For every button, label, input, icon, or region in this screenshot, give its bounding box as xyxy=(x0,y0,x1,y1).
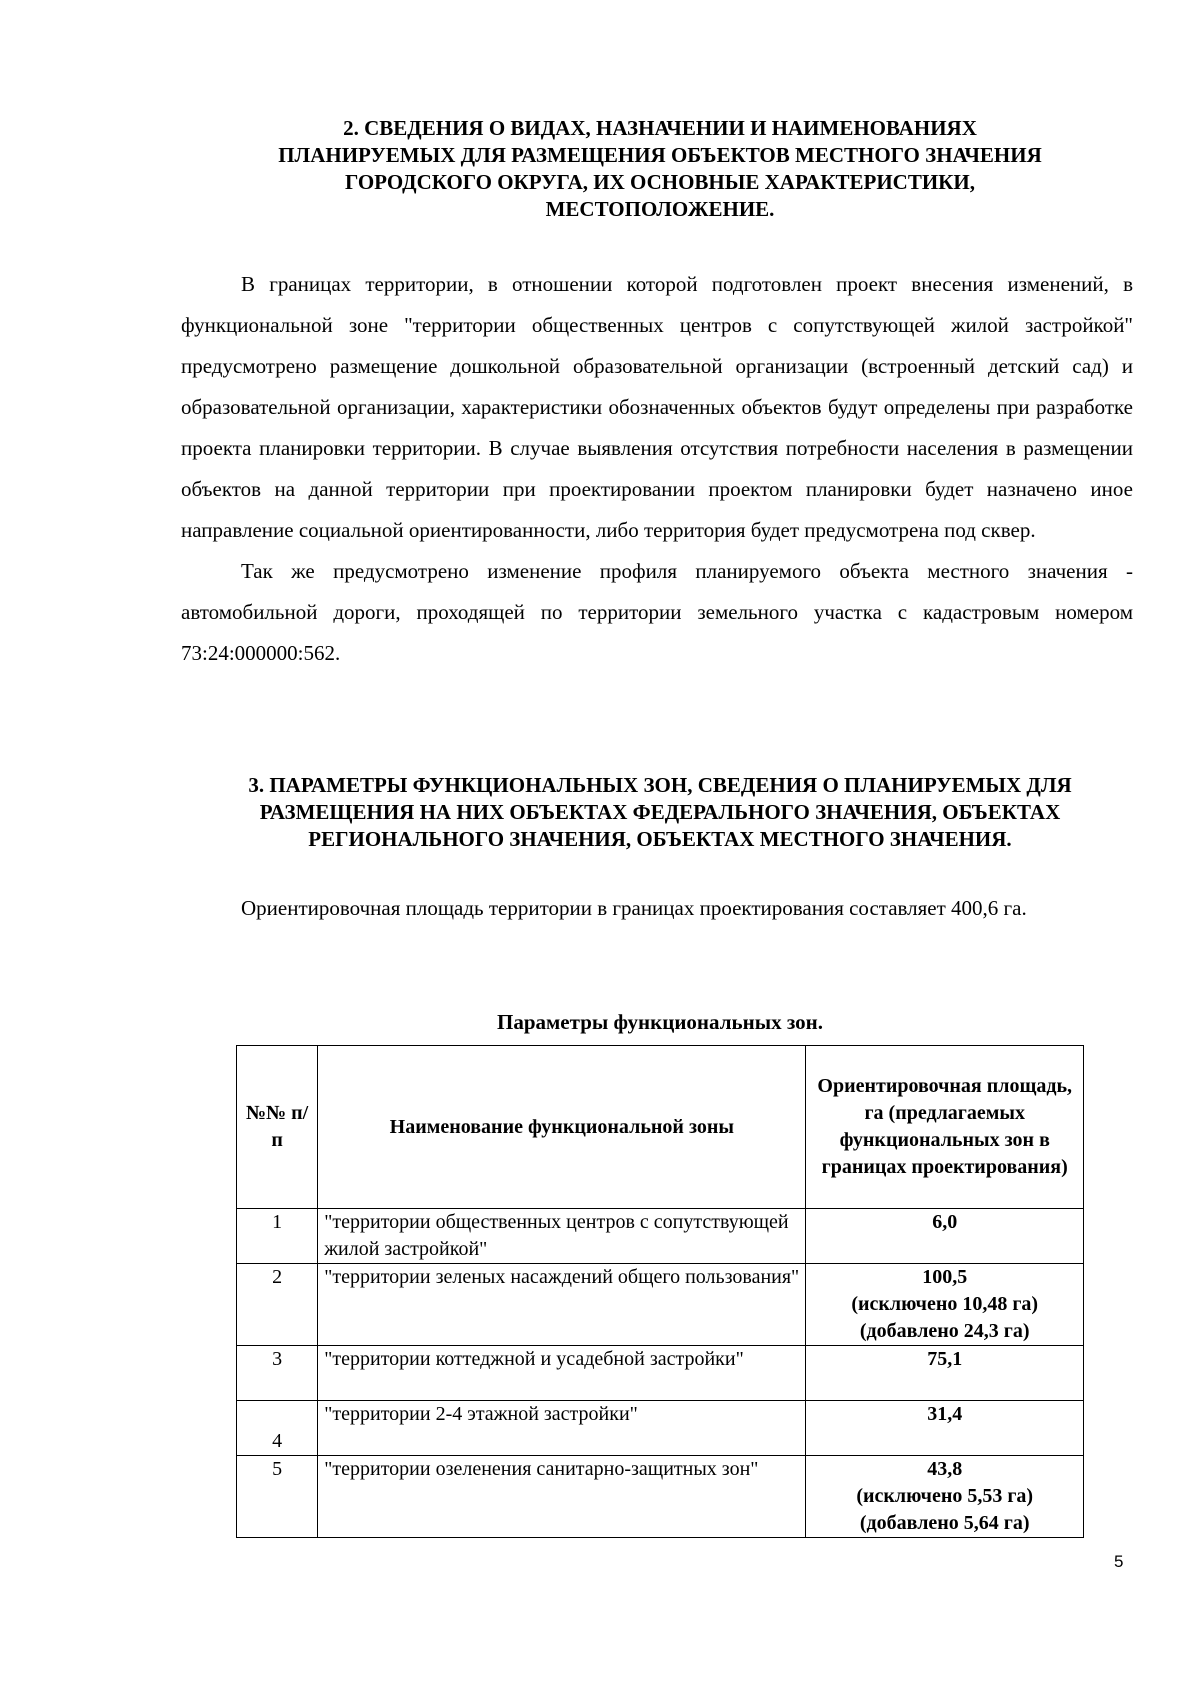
row-area xyxy=(806,1209,1084,1264)
row-area-added: (добавлено 5,64 га) xyxy=(859,1512,1030,1534)
table-caption: Параметры функциональных зон. xyxy=(496,1010,824,1034)
section-2-body xyxy=(181,264,1133,674)
header-area: Ориентировочная площадь, га (предлагаемых функциональных зон в границах проектирования) xyxy=(806,1046,1084,1209)
section-3-paragraph-1: Ориентировочная площадь территории в границах проектирования составляет 400,6 га. xyxy=(241,896,1027,920)
section-3-title xyxy=(180,772,1140,853)
row-area xyxy=(806,1264,1084,1346)
table-header-row xyxy=(237,1046,1084,1209)
page-number: 5 xyxy=(1114,1552,1124,1571)
table-row xyxy=(237,1209,1084,1264)
section-3-title-line: 3. ПАРАМЕТРЫ ФУНКЦИОНАЛЬНЫХ ЗОН, СВЕДЕНИЯ О ПЛАНИРУЕМЫХ ДЛЯ xyxy=(248,773,1072,797)
row-zone-name: "территории общественных центров с сопутствующей жилой застройкой" xyxy=(318,1209,806,1264)
row-number: 4 xyxy=(237,1401,318,1456)
section-3-body xyxy=(181,888,1133,929)
header-number: №№ п/п xyxy=(237,1046,318,1209)
row-area xyxy=(806,1401,1084,1456)
row-number: 3 xyxy=(237,1346,318,1401)
table-row xyxy=(237,1346,1084,1401)
table-row xyxy=(237,1264,1084,1346)
row-area-value: 6,0 xyxy=(932,1211,958,1233)
row-area-added: (добавлено 24,3 га) xyxy=(859,1320,1030,1342)
row-number: 2 xyxy=(237,1264,318,1346)
table-row xyxy=(237,1401,1084,1456)
section-3-title-line: РАЗМЕЩЕНИЯ НА НИХ ОБЪЕКТАХ ФЕДЕРАЛЬНОГО ЗНАЧЕНИЯ, ОБЪЕКТАХ xyxy=(259,800,1061,824)
row-area xyxy=(806,1456,1084,1538)
row-zone-name: "территории озеленения санитарно-защитных зон" xyxy=(318,1456,806,1538)
row-zone-name: "территории зеленых насаждений общего пользования" xyxy=(318,1264,806,1346)
section-2-title-line: МЕСТОПОЛОЖЕНИЕ. xyxy=(545,197,775,221)
section-2-paragraph-2: Так же предусмотрено изменение профиля планируемого объекта местного значения - автомобильной дороги, проходящей по территории земельного участка с кадастровым номером 73:24:000000:562. xyxy=(181,559,1133,665)
row-area-excluded: (исключено 10,48 га) xyxy=(851,1293,1039,1315)
row-area-value: 43,8 xyxy=(927,1458,963,1480)
row-area-value: 100,5 xyxy=(922,1266,968,1288)
functional-zones-table xyxy=(236,1045,1084,1538)
header-zone-name: Наименование функциональной зоны xyxy=(318,1046,806,1209)
row-area-value: 75,1 xyxy=(927,1348,963,1370)
section-2-paragraph-1: В границах территории, в отношении которой подготовлен проект внесения изменений, в функциональной зоне "территории общественных центров с сопутствующей жилой застройкой" предусмотрено размещение дошкольной образовательной организации (встроенный детский сад) и образовательной организации, характеристики обозначенных объектов будут определены при разработке проекта планировки территории. В случае выявления отсутствия потребности населения в размещении объектов на данной территории при проектировании проектом планировки будет назначено иное направление социальной ориентированности, либо территория будет предусмотрена под сквер. xyxy=(181,272,1133,542)
section-2-title-line: ПЛАНИРУЕМЫХ ДЛЯ РАЗМЕЩЕНИЯ ОБЪЕКТОВ МЕСТНОГО ЗНАЧЕНИЯ xyxy=(278,143,1042,167)
section-2-title-line: 2. СВЕДЕНИЯ О ВИДАХ, НАЗНАЧЕНИИ И НАИМЕНОВАНИЯХ xyxy=(343,116,977,140)
row-zone-name: "территории коттеджной и усадебной застройки" xyxy=(318,1346,806,1401)
row-area-excluded: (исключено 5,53 га) xyxy=(856,1485,1034,1507)
row-zone-name: "территории 2-4 этажной застройки" xyxy=(318,1401,806,1456)
table-row xyxy=(237,1456,1084,1538)
section-2-title xyxy=(180,115,1140,223)
section-3-title-line: РЕГИОНАЛЬНОГО ЗНАЧЕНИЯ, ОБЪЕКТАХ МЕСТНОГО ЗНАЧЕНИЯ. xyxy=(308,827,1012,851)
row-area-value: 31,4 xyxy=(927,1403,963,1425)
section-2-title-line: ГОРОДСКОГО ОКРУГА, ИХ ОСНОВНЫЕ ХАРАКТЕРИСТИКИ, xyxy=(344,170,975,194)
row-area xyxy=(806,1346,1084,1401)
row-number: 1 xyxy=(237,1209,318,1264)
row-number: 5 xyxy=(237,1456,318,1538)
